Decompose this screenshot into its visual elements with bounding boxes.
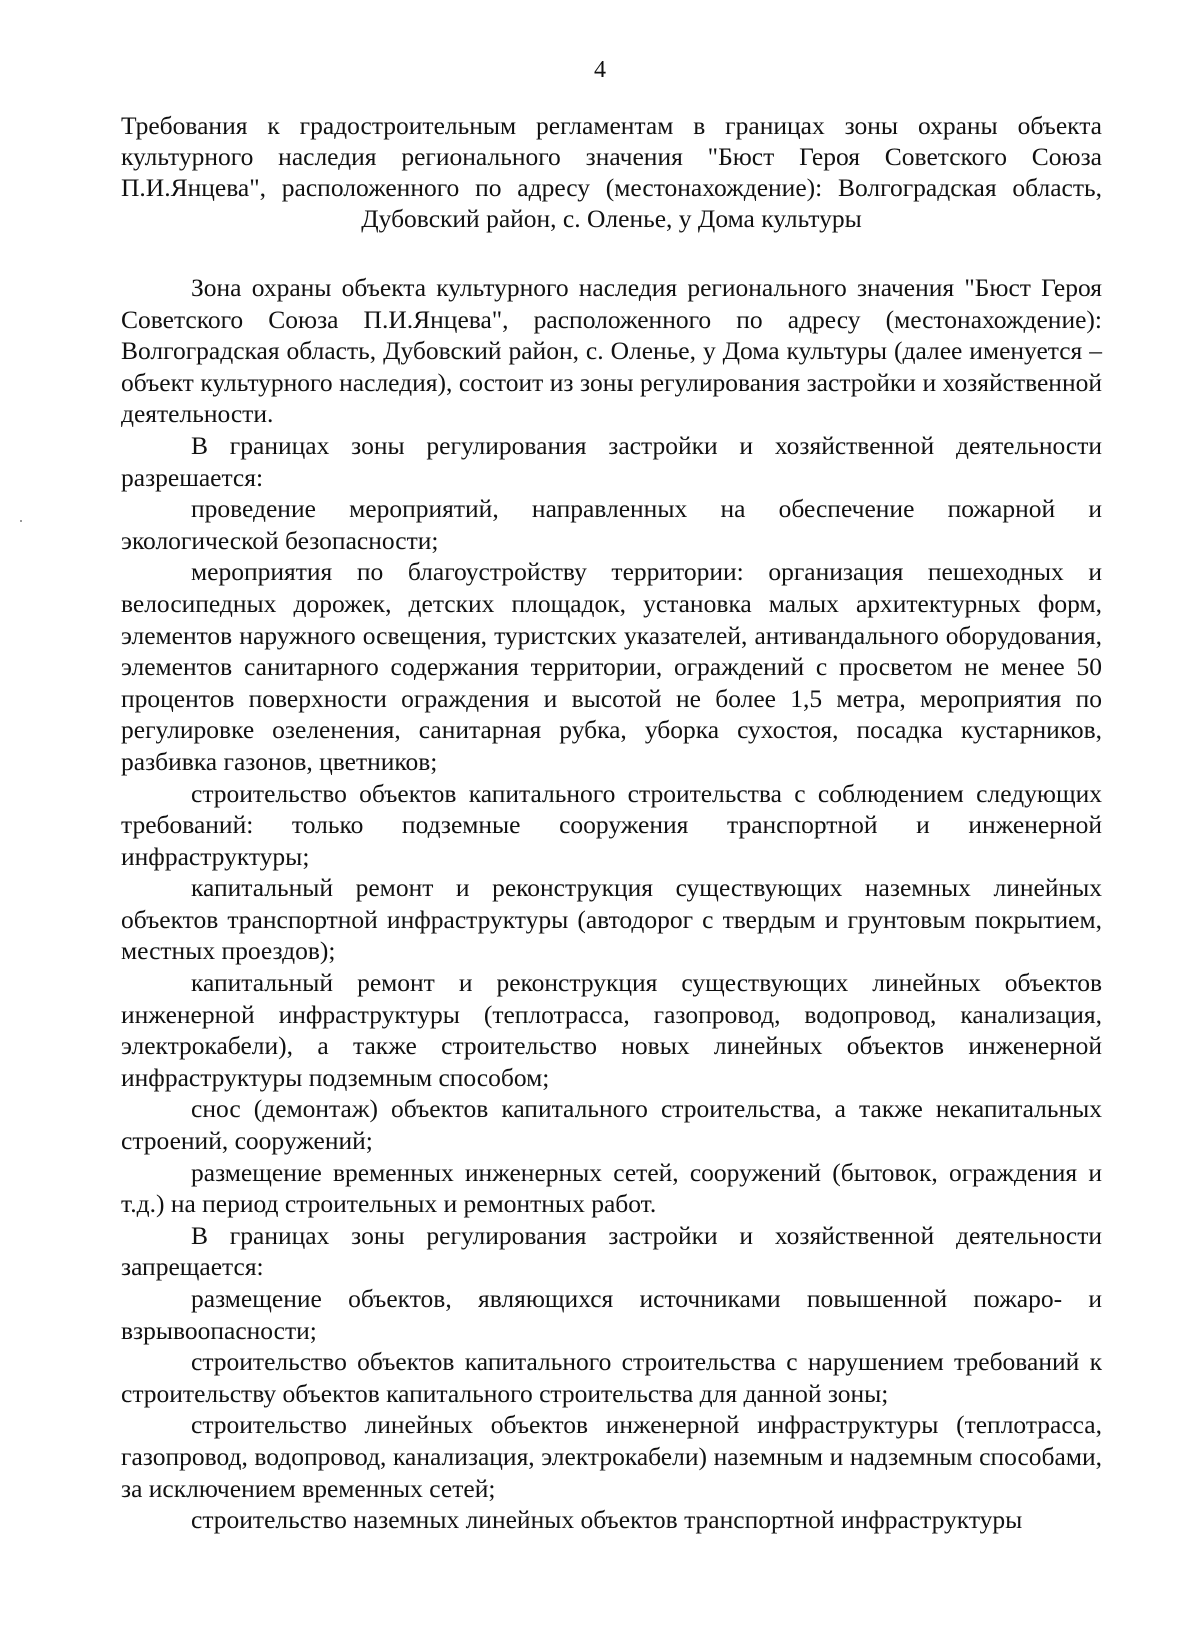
paragraph-permitted-landscaping: мероприятия по благоустройству территории: организация пешеходных и велосипедных дорожек, детских площадок, установка малых архитектурных форм, элементов наружного освещения, туристских указателей, антивандального оборудования, элементов санитарного содержания территории, ограждений с просветом не менее 50 процентов поверхности ограждения и высотой не более 1,5 метра, мероприятия по регулировке озеленения, санитарная рубка, уборка сухостоя, посадка кустарников, разбивка газонов, цветников; xyxy=(121,557,1102,776)
paragraph-permitted-intro: В границах зоны регулирования застройки и хозяйственной деятельности разрешается: xyxy=(121,430,1102,492)
paragraph-prohibited-transport-lines: строительство наземных линейных объектов транспортной инфраструктуры xyxy=(191,1505,1023,1535)
paragraph-prohibited-construction: строительство объектов капитального строительства с нарушением требований к строительству объектов капитального строительства для данной зоны; xyxy=(121,1347,1102,1408)
paragraph-permitted-demolition: снос (демонтаж) объектов капитального строительства, а также некапитальных строений, сооружений; xyxy=(121,1094,1102,1156)
page-number: 4 xyxy=(594,57,606,83)
paragraph-permitted-engineering-repair: капитальный ремонт и реконструкция существующих линейных объектов инженерной инфраструктуры (теплотрасса, газопровод, водопровод, канализация, электрокабели), а также строительство новых линейных объектов инженерной инфраструктуры подземным способом; xyxy=(121,968,1102,1092)
document-body xyxy=(121,272,1102,1536)
paragraph-permitted-temporary-networks: размещение временных инженерных сетей, сооружений (бытовок, ограждения и т.д.) на период строительных и ремонтных работ. xyxy=(121,1157,1102,1219)
paragraph-prohibited-intro: В границах зоны регулирования застройки и хозяйственной деятельности запрещается: xyxy=(121,1220,1102,1282)
paragraph-permitted-construction: строительство объектов капитального строительства с соблюдением следующих требований: только подземные сооружения транспортной и инженерной инфраструктуры; xyxy=(121,778,1102,871)
document-title: Требования к градостроительным регламентам в границах зоны охраны объекта культурного наследия регионального значения "Бюст Героя Советского Союза П.И.Янцева", расположенного по адресу (местонахождение): Волгоградская область, Дубовский район, с. Оленье, у Дома культуры xyxy=(121,111,1102,233)
paragraph-permitted-safety: проведение мероприятий, направленных на обеспечение пожарной и экологической безопасности; xyxy=(121,494,1102,555)
paragraph-prohibited-hazard: размещение объектов, являющихся источниками повышенной пожаро- и взрывоопасности; xyxy=(121,1284,1102,1345)
scan-speck xyxy=(20,520,22,522)
paragraph-prohibited-engineering-lines: строительство линейных объектов инженерной инфраструктуры (теплотрасса, газопровод, водопровод, канализация, электрокабели) наземным и надземным способами, за исключением временных сетей; xyxy=(121,1410,1102,1503)
paragraph-zone-description: Зона охраны объекта культурного наследия регионального значения "Бюст Героя Советского Союза П.И.Янцева", расположенного по адресу (местонахождение): Волгоградская область, Дубовский район, с. Оленье, у Дома культуры (далее именуется – объект культурного наследия), состоит из зоны регулирования застройки и хозяйственной деятельности. xyxy=(121,273,1102,429)
paragraph-permitted-transport-repair: капитальный ремонт и реконструкция существующих наземных линейных объектов транспортной инфраструктуры (автодорог с твердым и грунтовым покрытием, местных проездов); xyxy=(121,873,1102,966)
